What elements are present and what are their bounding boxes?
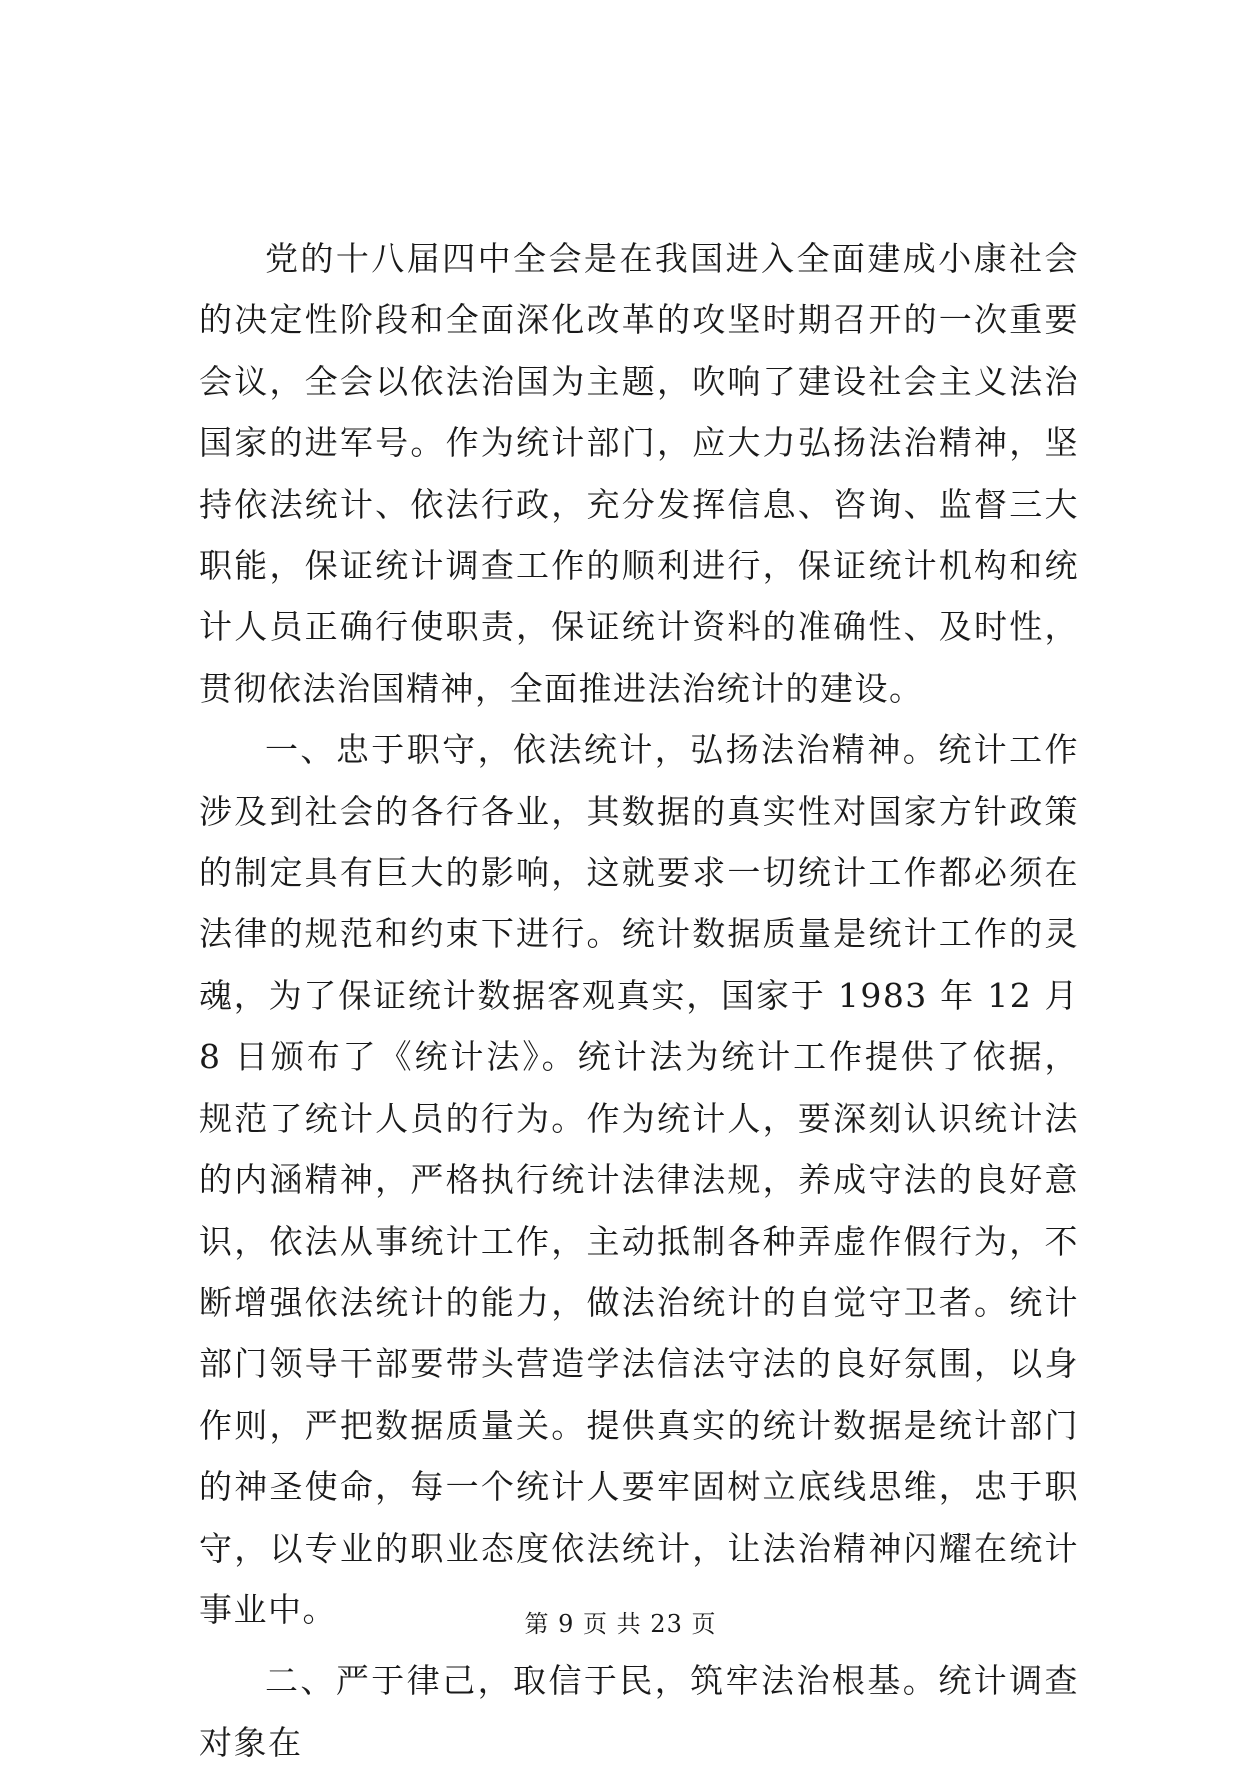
- paragraph-intro: 党的十八届四中全会是在我国进入全面建成小康社会的决定性阶段和全面深化改革的攻坚时期召开的一次重要会议，全会以依法治国为主题，吹响了建设社会主义法治国家的进军号。作为统计部门，应大力弘扬法治精神，坚持依法统计、依法行政，充分发挥信息、咨询、监督三大职能，保证统计调查工作的顺利进行，保证统计机构和统计人员正确行使职责，保证统计资料的准确性、及时性，贯彻依法治国精神，全面推进法治统计的建设。: [199, 239, 1079, 708]
- document-body: [199, 228, 1079, 1773]
- paragraph-section-two: 二、严于律己，取信于民，筑牢法治根基。统计调查对象在: [199, 1661, 1079, 1762]
- paragraph-section-one: 一、忠于职守，依法统计，弘扬法治精神。统计工作涉及到社会的各行各业，其数据的真实性对国家方针政策的制定具有巨大的影响，这就要求一切统计工作都必须在法律的规范和约束下进行。统计数据质量是统计工作的灵魂，为了保证统计数据客观真实，国家于 1983 年 12 月 8 日颁布了《统计法》。统计法为统计工作提供了依据，规范了统计人员的行为。作为统计人，要深刻认识统计法的内涵精神，严格执行统计法律法规，养成守法的良好意识，依法从事统计工作，主动抵制各种弄虚作假行为，不断增强依法统计的能力，做法治统计的自觉守卫者。统计部门领导干部要带头营造学法信法守法的良好氛围，以身作则，严把数据质量关。提供真实的统计数据是统计部门的神圣使命，每一个统计人要牢固树立底线思维，忠于职守，以专业的职业态度依法统计，让法治精神闪耀在统计事业中。: [199, 730, 1079, 1629]
- page-footer: 第 9 页 共 23 页: [524, 1610, 717, 1638]
